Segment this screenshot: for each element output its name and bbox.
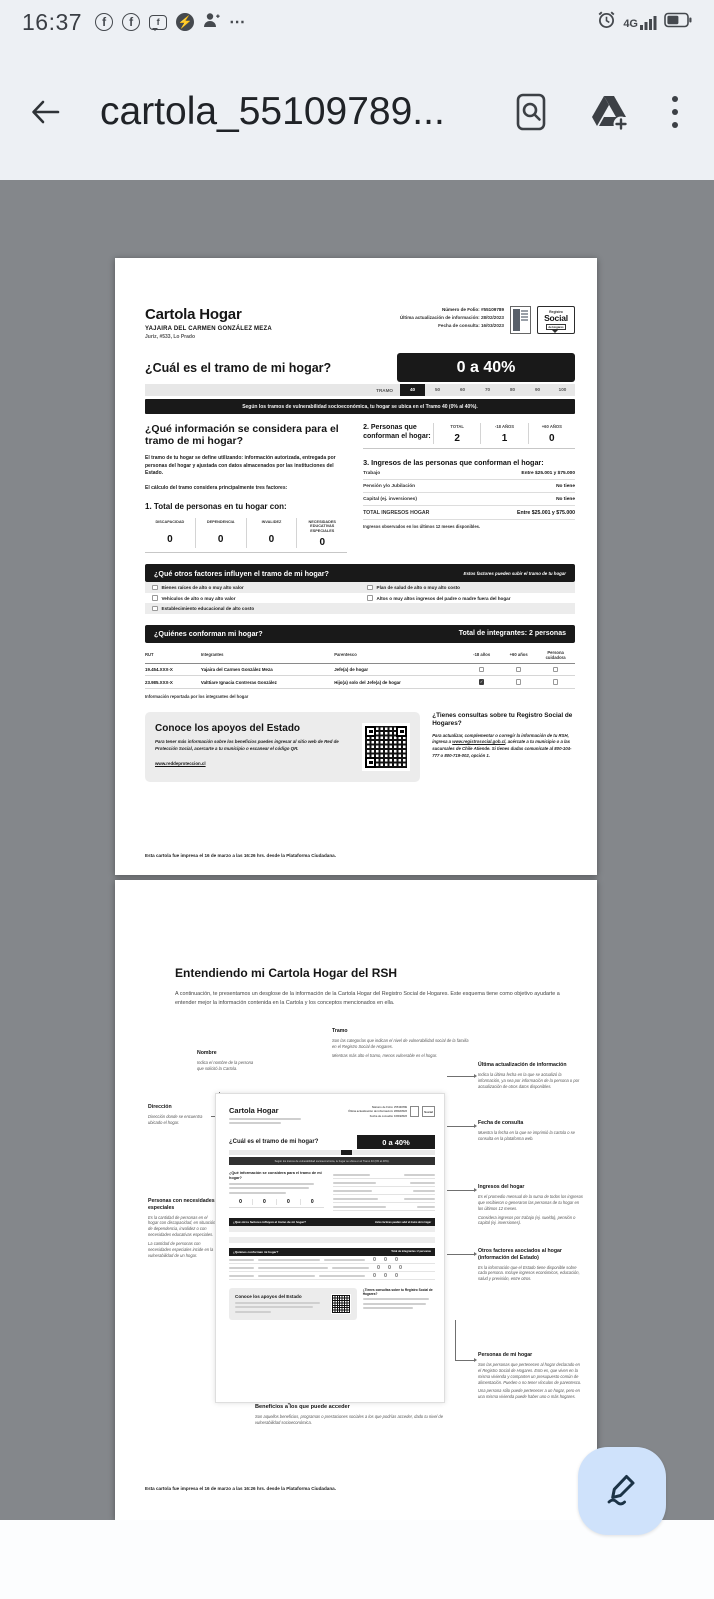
checkbox: [553, 667, 559, 673]
checkbox: [479, 667, 485, 673]
info-paragraph-2: El cálculo del tramo considera principalmente tres factores:: [145, 485, 288, 491]
status-bar: [0, 0, 714, 44]
checkbox: [367, 585, 373, 591]
income-row: Pensión y/o Jubilación No tiene: [363, 480, 575, 493]
special-needs-value: 0: [268, 533, 275, 545]
connector-line: [455, 1360, 474, 1361]
qr-code: [362, 723, 410, 771]
tramo-banner: Según los tramos de vulnerabilidad socioeconómica, tu hogar se ubica en el Tramo 40 (0% al 40%).: [145, 399, 575, 414]
mini-banner: Según los tramos de vulnerabilidad socioeconómica, tu hogar se ubica en el Tramo 40 (0% al 40%).: [229, 1157, 435, 1165]
cartola-header: [145, 306, 575, 340]
annotate-fab[interactable]: [578, 1447, 666, 1535]
person-add-icon: [203, 12, 220, 33]
battery-icon: [664, 12, 692, 33]
annotation-nombre: Nombre Indica el nombre de la persona que solicitó la Cartola.: [197, 1050, 254, 1071]
mini-gov-logo: [410, 1106, 419, 1117]
consultas-heading: ¿Tienes consultas sobre tu Registro Social de Hogares?: [432, 711, 573, 727]
scale-cell: 50: [434, 387, 441, 392]
alarm-icon: [597, 10, 616, 34]
connector-line: [455, 1320, 456, 1360]
registro-social-badge: Registro Social de Hogares: [537, 306, 575, 334]
special-needs-value: 0: [319, 537, 326, 549]
clock-time: 16:37: [22, 8, 83, 35]
document-meta: Número de Folio: #55109789 Última actualización de información: 28/02/2023 Fecha de consulta: 16/03/2023: [399, 307, 504, 328]
cartola-title: Cartola Hogar: [145, 306, 242, 323]
table-note: Información reportada por los integrantes del hogar: [145, 693, 249, 699]
consulted-date: 16/03/2023: [481, 322, 504, 328]
mini-special-needs: 0 0 0 0: [229, 1199, 324, 1208]
info-heading: ¿Qué información se considera para el tramo de mi hogar?: [145, 423, 339, 448]
document-title: cartola_55109789...: [100, 90, 445, 133]
holder-name: YAJAIRA DEL CARMEN GONZÁLEZ MEZA: [145, 326, 272, 332]
checkbox: [152, 606, 158, 612]
text-placeholder: [229, 1183, 314, 1185]
annotation-actualizacion: Última actualización de información Indica la última fecha en la que se actualizó la información, ya sea por información de la persona o por actualización de otros datos disponibles.: [478, 1062, 580, 1089]
supports-heading: Conoce los apoyos del Estado: [155, 723, 301, 735]
annotation-beneficios: Beneficios a los que puede acceder Son aquellos beneficios, programas o prestaciones sociales a los que podrías acceder, dado tu nivel de vulnerabilidad socioeconómica.: [255, 1404, 443, 1426]
scale-cell: 80: [509, 387, 516, 392]
mini-consultas: ¿Tienes consultas sobre tu Registro Social de Hogares?: [363, 1288, 435, 1320]
scale-cell: 100: [558, 387, 567, 392]
mini-registro-social-badge: Social: [422, 1106, 435, 1117]
mini-members-bar: ¿Quiénes conforman mi hogar? Total de integrantes: 2 personas: [229, 1248, 435, 1256]
text-placeholder: [229, 1187, 309, 1189]
mini-table-row: [229, 1264, 435, 1272]
connector-line: [447, 1126, 474, 1127]
signal-strength-icon: [640, 14, 657, 30]
back-button[interactable]: [28, 95, 62, 129]
annotation-consulta: Fecha de consulta Muestra la fecha en la que se imprimió la cartola o se consulta en la plataforma web.: [478, 1120, 575, 1141]
overflow-menu-button[interactable]: [670, 94, 680, 130]
supports-link[interactable]: www.reddeproteccion.cl: [155, 761, 206, 767]
mini-cartola-title: Cartola Hogar: [229, 1106, 279, 1115]
consultas-text: Para actualizar, complementar o corregir la información de tu RSH, ingresa a www.registrosocial.gob.cl, acércate a tu municipio o a las sucursales de Chile Atiende. Si tienes dudas comunícate al 800-104-777 o 800-719-002, opción 1.: [432, 732, 572, 758]
income-note: Ingresos observados en los últimos 12 meses disponibles.: [363, 524, 481, 529]
table-row: 23.985.XXX-X Valttiare Ignacia Contreras González Hijo(a) solo del Jefe(a) de hogar ✓: [145, 676, 575, 689]
info-paragraph: El tramo de tu hogar se define utilizando: información autorizada, entregada por personas del hogar y ajustada con datos almacenados por las instituciones del Estado.: [145, 454, 336, 477]
factor3-heading: 3. Ingresos de las personas que conforman el hogar:: [363, 458, 544, 467]
special-needs-value: 0: [167, 533, 173, 545]
mini-other-factors-bar: ¿Qué otros factores influyen el tramo de mi hogar? Estos factores pueden subir el tramo de tu hogar: [229, 1218, 435, 1226]
checkbox: [516, 679, 522, 685]
mini-tramo-scale: [229, 1150, 435, 1155]
connector-line: [447, 1190, 474, 1191]
scale-cell: 40: [400, 384, 425, 396]
updated-date: 28/02/2023: [481, 314, 504, 320]
tramo-scale: TRAMO 40 50 60 70 80 90 100: [145, 384, 575, 396]
checkbox: ✓: [479, 678, 484, 684]
checkbox: [516, 667, 522, 673]
checkbox: [367, 595, 373, 601]
supports-box: [145, 712, 420, 782]
pdf-page-2: [115, 880, 597, 1520]
page2-intro: A continuación, te presentamos un desglose de la información de la Cartola Hogar del Registro Social de Hogares. Este esquema tiene como objetivo ayudarte a entender mejor la información contenida en la Cartola y los conceptos mencionados en ella.: [175, 991, 560, 1006]
mini-tramo-question: ¿Cuál es el tramo de mi hogar?: [229, 1139, 319, 1145]
gobierno-de-chile-logo: [510, 306, 531, 334]
income-row: Capital (ej. inversiones) No tiene: [363, 493, 575, 506]
holder-address: Juriz, #533, Lo Prado: [145, 334, 196, 340]
count-value: 0: [549, 433, 555, 444]
members-table: RUT Integrantes Parentesco -18 años +60 años Persona cuidadora 19.454.XXX-X Yajaira del Carmen González Meza Jefe(a) de hogar 23.985.XXX-X Valttiare Ignacia Contreras González Hijo(a) solo del Jefe(a) de hogar ✓ Información reportada por los integrantes del hogar: [145, 647, 575, 699]
scale-cell: 60: [459, 387, 466, 392]
more-notifications-icon: ⋯: [229, 14, 247, 31]
stylus-note-icon: [601, 1468, 643, 1515]
facebook-icon-2: f: [122, 13, 140, 31]
annotation-otros-factores: Otros factores asociados al hogar (información del Estado) Es la información que el Estado tiene disponible sobre cada persona. Incluye ingresos económicos, educación, salud y previsión, entre otros.: [478, 1248, 580, 1282]
facebook-icon: f: [95, 13, 113, 31]
table-row: 19.454.XXX-X Yajaira del Carmen González Meza Jefe(a) de hogar: [145, 664, 575, 677]
mini-table-row: [229, 1272, 435, 1280]
mini-qr-code: [331, 1294, 351, 1314]
checkbox: [152, 585, 158, 591]
mini-table-row: [229, 1256, 435, 1264]
mini-income-rows: [333, 1171, 435, 1211]
text-placeholder: [229, 1118, 301, 1120]
row-stripe: [229, 1237, 435, 1243]
mini-cartola-diagram: [215, 1093, 445, 1403]
annotation-personas: Personas de mi hogar Son las personas que pertenecen al hogar declarado en el Registro Social de Hogares. Esto es, que viven en la misma vivienda y comparten un presupuesto común de alimentación. Pueden o no tener vínculos de parentesco. Una persona sólo puede pertenecer a un hogar, pero en una misma vivienda puede haber uno o más hogares.: [478, 1352, 582, 1400]
checkbox: [152, 595, 158, 601]
mini-info-heading: ¿Qué información se considera para el tramo de mi hogar?: [229, 1171, 322, 1180]
registrosocial-link[interactable]: www.registrosocial.gob.cl: [452, 739, 506, 745]
annotation-direccion: Dirección Dirección donde se encuentra ubicado el hogar.: [148, 1104, 203, 1125]
supports-text: Para tener más información sobre los beneficios puedes ingresar al sitio web de Red de Protección Social, acercarte a tu municipio o escanear el código QR.: [155, 739, 339, 751]
mini-meta: Número de Folio: #55109789 Última actualización de información: 28/02/2023 Fecha de consulta: 16/03/2023: [348, 1106, 407, 1118]
special-needs-table: DISCAPACIDAD 0 DEPENDENCIA 0 INVALIDEZ 0 NECESIDADES EDUCATIVAS ESPECIALES 0: [145, 518, 347, 554]
connector-line: [447, 1076, 474, 1077]
text-placeholder: [229, 1192, 286, 1194]
messenger-icon: ⚡: [177, 15, 193, 29]
income-row: Trabajo Entre $25.001 y $75.000: [363, 467, 575, 480]
page2-title: Entendiendo mi Cartola Hogar del RSH: [175, 966, 398, 980]
other-factors-list: Bienes raíces de alto o muy alto valor Plan de salud de alto o muy alto costo Vehículos de alto o muy alto valor Altos o muy altos ingresos del padre o madre fuera del hogar Establecimiento educacional de alto costo: [145, 582, 575, 614]
household-counts: 2. Personas que conforman el hogar: TOTAL 2 -18 AÑOS 1 +60 AÑOS 0: [363, 423, 575, 449]
count-value: 1: [501, 433, 508, 444]
members-bar: ¿Quiénes conforman mi hogar? Total de integrantes: 2 personas: [145, 625, 575, 643]
mini-supports-box: Conoce los apoyos del Estado: [229, 1288, 357, 1320]
find-in-document-button[interactable]: [514, 92, 548, 132]
network-4g-icon: 4G: [623, 14, 657, 30]
income-total-row: TOTAL INGRESOS HOGAR Entre $25.001 y $75.000: [363, 506, 575, 520]
factor1-heading: 1. Total de personas en tu hogar con:: [145, 501, 287, 511]
other-factors-bar: ¿Qué otros factores influyen el tramo de mi hogar? Estos factores pueden subir el tramo de tu hogar: [145, 564, 575, 582]
add-to-drive-button[interactable]: [588, 92, 630, 132]
count-value: 2: [454, 433, 460, 444]
page2-footer: Esta cartola fue impresa el 16 de marzo a las 16:26 hrs. desde la Plataforma Ciudadana.: [145, 1486, 336, 1491]
special-needs-value: 0: [217, 533, 224, 545]
checkbox: [553, 679, 559, 685]
app-bar: [0, 44, 714, 180]
text-placeholder: [229, 1122, 281, 1124]
annotation-ingresos: Ingresos del hogar Es el promedio mensual de la suma de todos los ingresos que recibieron o generaron las personas de tu hogar en los últimos 12 meses. Considera ingresos por trabajo (ej. sueldo), pensión o capital (ej. inversiones).: [478, 1184, 583, 1226]
connector-line: [447, 1254, 474, 1255]
tramo-question: ¿Cuál es el tramo de mi hogar?: [145, 360, 332, 375]
scale-cell: 90: [534, 387, 541, 392]
tramo-value-badge: 0 a 40%: [397, 353, 575, 382]
pdf-page-1: [115, 258, 597, 875]
folio-number: #55109789: [481, 307, 504, 312]
page1-footer: Esta cartola fue impresa el 16 de marzo a las 16:26 hrs. desde la Plataforma Ciudadana.: [145, 853, 336, 858]
chat-notification-icon: f: [149, 15, 167, 30]
annotation-tramo: Tramo Son las categorías que indican el nivel de vulnerabilidad social de la familia en el Registro Social de Hogares. Mientras más alto el tramo, menos vulnerable es el hogar.: [332, 1028, 469, 1058]
scale-cell: 70: [484, 387, 491, 392]
mini-tramo-badge: 0 a 40%: [357, 1135, 435, 1149]
annotation-necesidades: Personas con necesidades especiales Es la cantidad de personas en el hogar con discapacidad, en situación de dependencia, invalidez o con necesidades educativas especiales. La cantidad de personas con necesidades especiales incide en la vulnerabilidad de un hogar.: [148, 1198, 216, 1259]
